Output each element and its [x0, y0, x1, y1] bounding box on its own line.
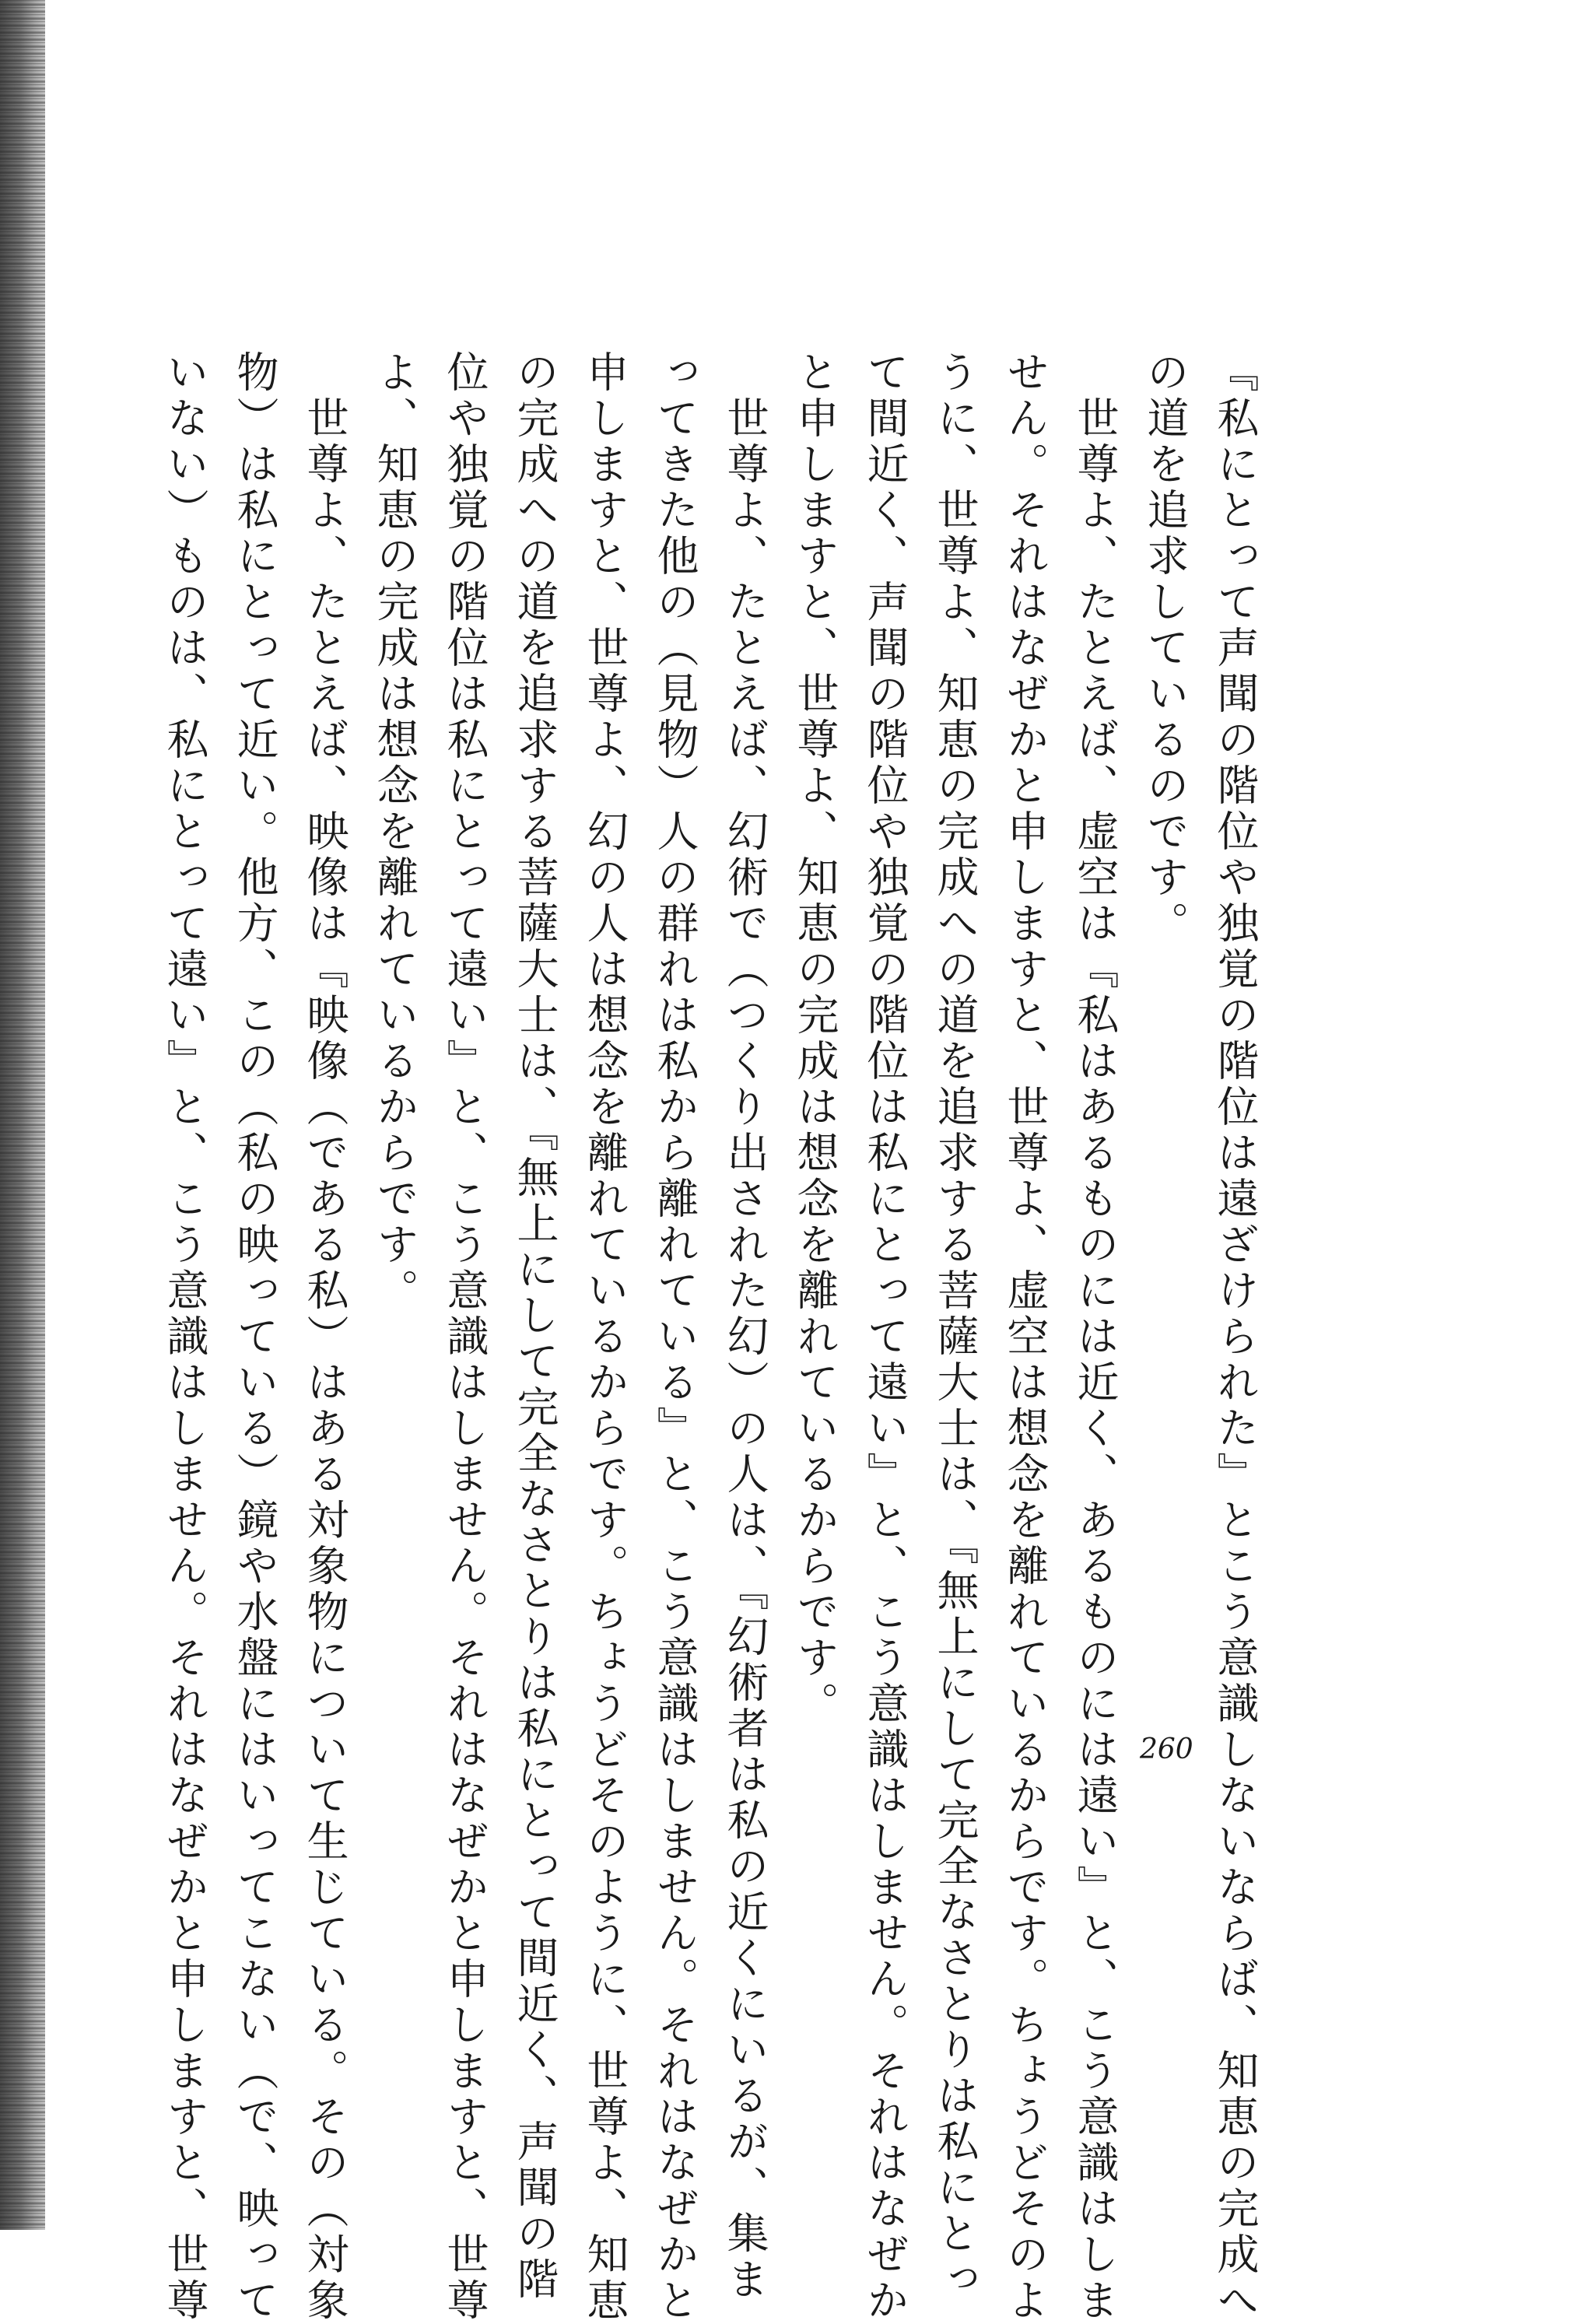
text-line-1: 『私にとって声聞の階位や独覚の階位は遠ざけられた』とこう意識しないならば、知恵の完成へ: [1211, 350, 1260, 2324]
text-line-5: うに、世尊よ、知恵の完成への道を追求する菩薩大士は、『無上にして完全なさとりは私にとっ: [930, 350, 979, 2303]
text-line-11: の完成への道を追求する菩薩大士は、『無上にして完全なさとりは私にとって間近く、声聞の階: [510, 350, 559, 2303]
text-line-14: 世尊よ、たとえば、映像は『映像（である私）はある対象物について生じている。その（対象: [300, 350, 349, 2324]
text-line-2: の道を追求しているのです。: [1141, 350, 1190, 947]
text-line-10: 申しますと、世尊よ、幻の人は想念を離れているからです。ちょうどそのように、世尊よ、知恵: [580, 350, 629, 2324]
text-line-15: 物）は私にとって近い。他方、この（私の映っている）鏡や水盤にはいってこない（で、映って: [230, 350, 279, 2324]
text-line-12: 位や独覚の階位は私にとって遠い』と、こう意識はしません。それはなぜかと申しますと、世尊: [440, 350, 489, 2324]
text-line-7: と申しますと、世尊よ、知恵の完成は想念を離れているからです。: [790, 350, 839, 1727]
text-line-3: 世尊よ、たとえば、虚空は『私はあるものには近く、あるものには遠い』と、こう意識はしま: [1071, 350, 1120, 2324]
page-number: 260: [1140, 1733, 1193, 1765]
scan-edge-shadow: [0, 0, 45, 2230]
text-line-8: 世尊よ、たとえば、幻術で（つくり出された幻）の人は、『幻術者は私の近くにいるが、集ま: [720, 350, 769, 2303]
text-line-13: よ、知恵の完成は想念を離れているからです。: [370, 350, 419, 1314]
text-line-16: いない）ものは、私にとって遠い』と、こう意識はしません。それはなぜかと申しますと、世尊: [160, 350, 209, 2324]
text-line-9: ってきた他の（見物）人の群れは私から離れている』と、こう意識はしません。それはなぜかと: [650, 350, 699, 2324]
text-line-4: せん。それはなぜかと申しますと、世尊よ、虚空は想念を離れているからです。ちょうどそのよ: [1001, 350, 1050, 2324]
text-line-6: て間近く、声聞の階位や独覚の階位は私にとって遠い』と、こう意識はしません。それはなぜか: [860, 350, 909, 2324]
